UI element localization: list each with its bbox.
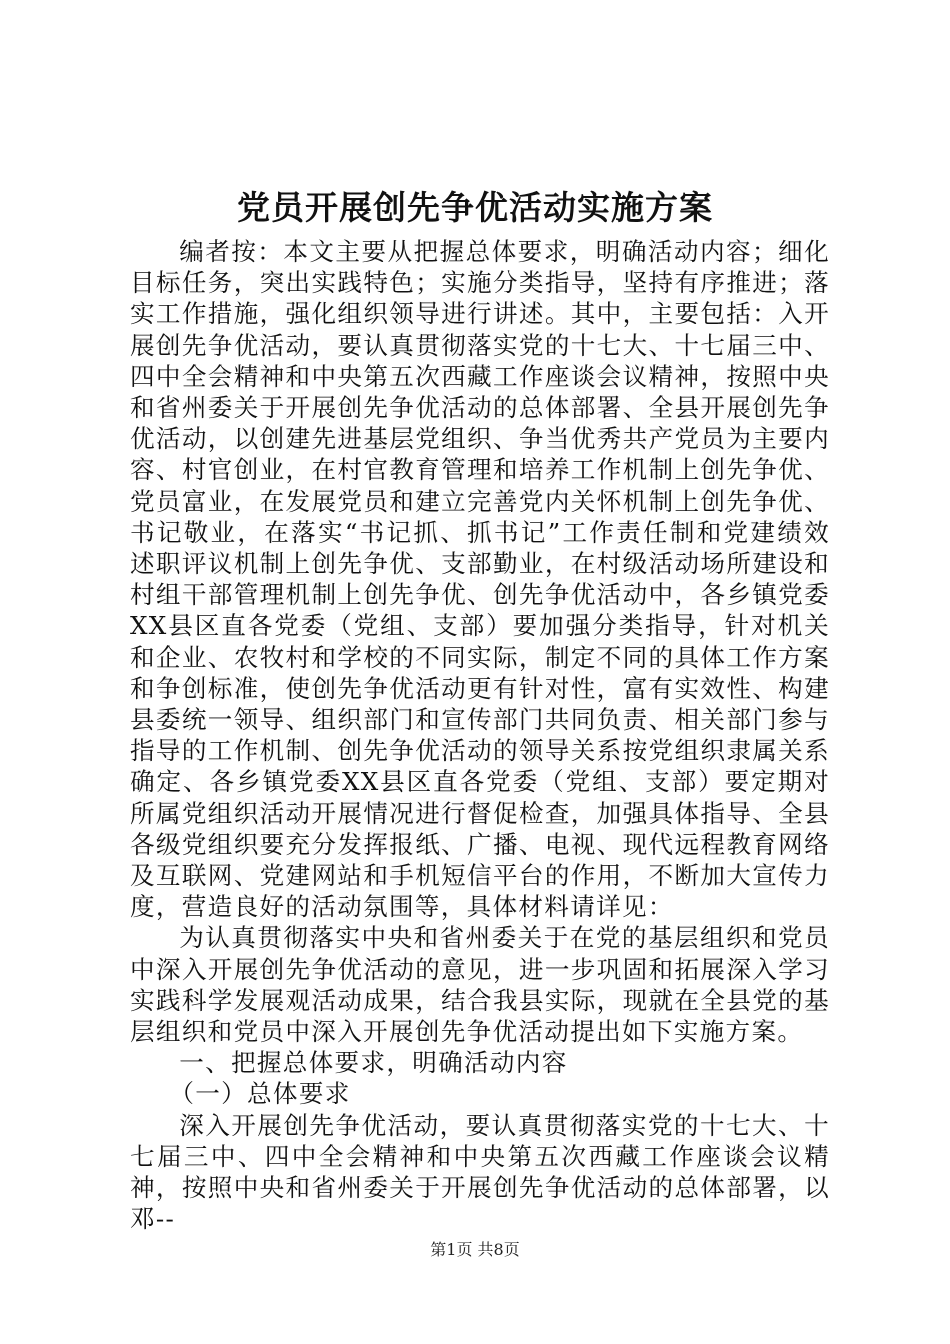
- paragraph-editor-note: 编者按：本文主要从把握总体要求，明确活动内容；细化目标任务，突出实践特色；实施分类指导，坚持有序推进；落实工作措施，强化组织领导进行讲述。其中，主要包括：入开展创先争优活动，要认真贯彻落实党的十七大、十七届三中、四中全会精神和中央第五次西藏工作座谈会议精神，按照中央和省州委关于开展创先争优活动的总体部署、全县开展创先争优活动，以创建先进基层党组织、争当优秀共产党员为主要内容、村官创业，在村官教育管理和培养工作机制上创先争优、党员富业，在发展党员和建立完善党内关怀机制上创先争优、书记敬业，在落实“书记抓、抓书记”工作责任制和党建绩效述职评议机制上创先争优、支部勤业，在村级活动场所建设和村组干部管理机制上创先争优、创先争优活动中，各乡镇党委XX县区直各党委（党组、支部）要加强分类指导，针对机关和企业、农牧村和学校的不同实际，制定不同的具体工作方案和争创标准，使创先争优活动更有针对性，富有实效性、构建县委统一领导、组织部门和宣传部门共同负责、相关部门参与指导的工作机制、创先争优活动的领导关系按党组织隶属关系确定、各乡镇党委XX县区直各党委（党组、支部）要定期对所属党组织活动开展情况进行督促检查，加强具体指导、全县各级党组织要充分发挥报纸、广播、电视、现代远程教育网络及互联网、党建网站和手机短信平台的作用，不断加大宣传力度，营造良好的活动氛围等，具体材料请详见：: [130, 237, 830, 922]
- document-title: 党员开展创先争优活动实施方案: [237, 188, 713, 227]
- page-footer: 第1页 共8页: [430, 1240, 520, 1259]
- subsection-heading-1: （一）总体要求: [169, 1079, 351, 1109]
- paragraph-general-requirements: 深入开展创先争优活动，要认真贯彻落实党的十七大、十七届三中、四中全会精神和中央第五次西藏工作座谈会议精神，按照中央和省州委关于开展创先争优活动的总体部署，以邓--: [130, 1110, 830, 1234]
- document-body: [130, 236, 830, 1235]
- paragraph-intro: 为认真贯彻落实中央和省州委关于在党的基层组织和党员中深入开展创先争优活动的意见，进一步巩固和拓展深入学习实践科学发展观活动成果，结合我县实际，现就在全县党的基层组织和党员中深入开展创先争优活动提出如下实施方案。: [130, 923, 830, 1047]
- section-heading-1: 一、把握总体要求，明确活动内容: [179, 1048, 568, 1078]
